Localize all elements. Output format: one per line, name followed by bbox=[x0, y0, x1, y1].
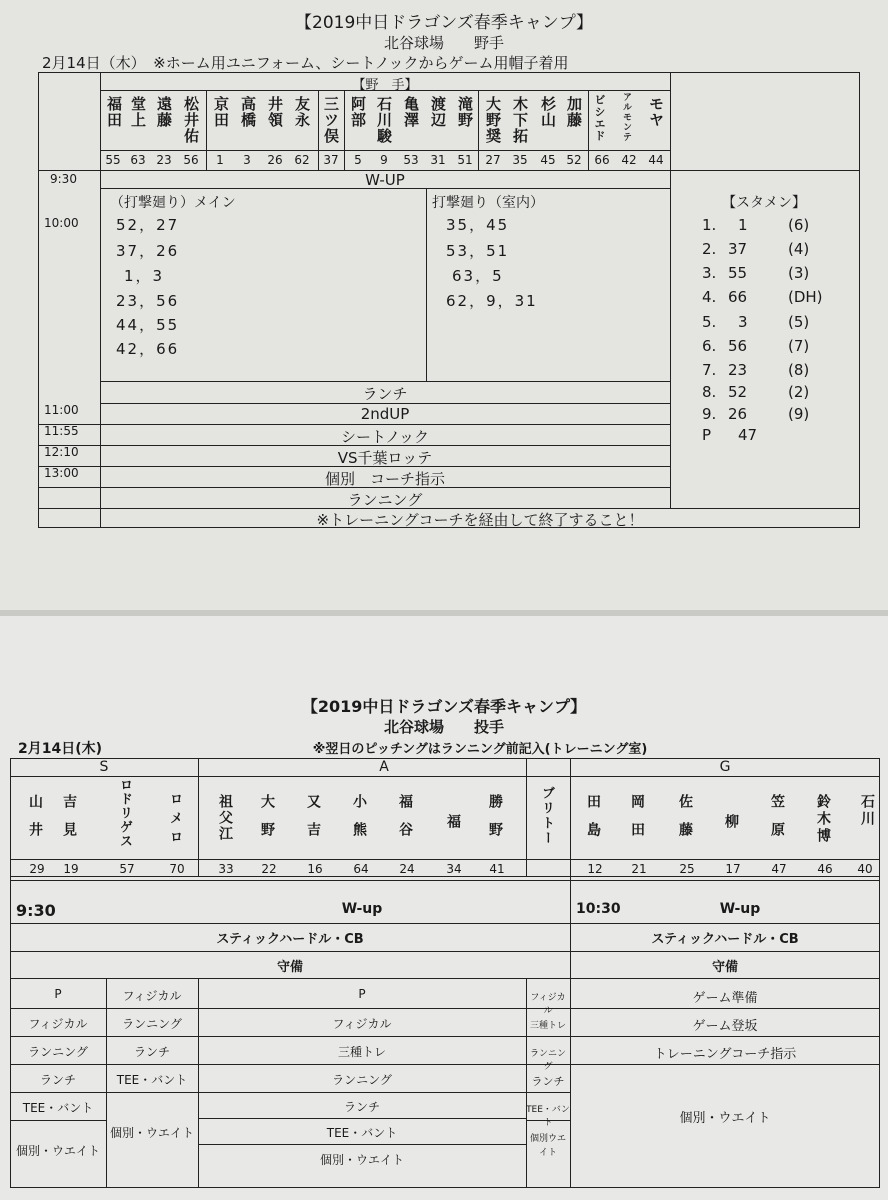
lineup-position: (2) bbox=[788, 383, 810, 401]
pitcher-number: 16 bbox=[307, 862, 323, 876]
fielder-name: 木下拓 bbox=[511, 96, 529, 144]
s1-cell: フィジカル bbox=[28, 1017, 88, 1031]
pitcher-name: 祖父江 bbox=[217, 794, 233, 842]
pitcher-number: 46 bbox=[817, 862, 833, 876]
fielder-number: 55 bbox=[105, 153, 121, 167]
s2-cell: フィジカル bbox=[122, 989, 182, 1003]
fielder-name: 滝野 bbox=[456, 96, 474, 128]
batting-main-pair: 52，27 bbox=[116, 216, 180, 234]
time-label: 11:00 bbox=[44, 403, 79, 417]
g-cell: トレーニングコーチ指示 bbox=[653, 1047, 797, 1062]
lineup-position: (9) bbox=[788, 405, 810, 423]
lineup-number: 26 bbox=[728, 405, 748, 423]
fielder-title: 【2019中日ドラゴンズ春季キャンプ】 bbox=[295, 13, 593, 33]
lineup-number: 52 bbox=[728, 383, 748, 401]
group-a: A bbox=[379, 759, 389, 775]
pitcher-name: ロメロ bbox=[167, 792, 182, 849]
g-cell: 個別・ウエイト bbox=[679, 1111, 771, 1126]
time-label: 10:00 bbox=[44, 216, 79, 230]
pitcher-number: 25 bbox=[679, 862, 695, 876]
batting-main-pair: 1，3 bbox=[124, 267, 165, 285]
fielder-name: 井領 bbox=[266, 96, 284, 128]
lineup-number: 1 bbox=[738, 216, 748, 234]
b-cell: 個別ウエイト bbox=[530, 1134, 567, 1158]
fielder-name: モヤ bbox=[647, 96, 665, 128]
left-wup: W-up bbox=[341, 901, 383, 917]
lineup-position: (7) bbox=[788, 337, 810, 355]
lineup-number: 56 bbox=[728, 337, 748, 355]
lineup-number: 3 bbox=[738, 313, 748, 331]
fielder-section-header: 【野 手】 bbox=[352, 78, 418, 93]
a-cell: フィジカル bbox=[332, 1017, 392, 1031]
batting-main-pair: 23，56 bbox=[116, 292, 180, 310]
fielder-number: 62 bbox=[294, 153, 310, 167]
batting-main-pair: 42，66 bbox=[116, 340, 180, 358]
batting-indoor-pair: 35，45 bbox=[446, 216, 510, 234]
batting-indoor-pair: 62，9，31 bbox=[446, 292, 538, 310]
fielder-number: 9 bbox=[380, 153, 388, 167]
fielder-number: 26 bbox=[267, 153, 283, 167]
pitcher-name: 福谷 bbox=[397, 794, 413, 850]
fielder-name: 福田 bbox=[105, 96, 123, 128]
pitcher-name: 石川 bbox=[859, 794, 875, 828]
lineup-order: 8. bbox=[702, 383, 717, 401]
fielder-number: 3 bbox=[243, 153, 251, 167]
fielder-number: 1 bbox=[216, 153, 224, 167]
batting-main-pair: 37，26 bbox=[116, 242, 180, 260]
pitcher-number: 41 bbox=[489, 862, 505, 876]
batting-main-title: （打撃廻り）メイン bbox=[110, 195, 236, 211]
fielder-name: 石川駿 bbox=[375, 96, 393, 144]
fielder-name: 三ツ俣 bbox=[322, 96, 340, 144]
schedule-row-lunch: ランチ bbox=[362, 385, 408, 403]
lineup-order: 6. bbox=[702, 337, 717, 355]
pitcher-name: 佐藤 bbox=[677, 794, 693, 850]
s2-cell: 個別・ウエイト bbox=[109, 1126, 194, 1140]
s1-cell: 個別・ウエイト bbox=[15, 1144, 100, 1158]
fielder-number: 45 bbox=[540, 153, 556, 167]
b-cell: TEE・バント bbox=[526, 1105, 570, 1128]
pitcher-title: 【2019中日ドラゴンズ春季キャンプ】 bbox=[301, 697, 587, 716]
g-cell: ゲーム登坂 bbox=[692, 1019, 758, 1034]
pitcher-name: 山井 bbox=[27, 794, 43, 850]
b-cell: ランニング bbox=[529, 1049, 566, 1072]
pitcher-number: 70 bbox=[169, 862, 185, 876]
fielder-number: 66 bbox=[594, 153, 610, 167]
fielder-number: 44 bbox=[648, 153, 664, 167]
wup-row: W-UP bbox=[365, 171, 405, 189]
pitcher-number: 40 bbox=[857, 862, 873, 876]
fielder-name: 堂上 bbox=[129, 96, 147, 128]
fielder-number: 27 bbox=[485, 153, 501, 167]
pitcher-name: 岡田 bbox=[629, 794, 645, 850]
lineup-position: (6) bbox=[788, 216, 810, 234]
pitcher-note: ※翌日のピッチングはランニング前記入(トレーニング室) bbox=[312, 742, 648, 757]
lineup-order: 5. bbox=[702, 313, 717, 331]
lineup-number: 66 bbox=[728, 288, 748, 306]
pitcher-number: 17 bbox=[725, 862, 741, 876]
fielder-name: 亀澤 bbox=[402, 96, 420, 128]
pitcher-number: 64 bbox=[353, 862, 369, 876]
fielder-name: 遠藤 bbox=[155, 96, 173, 128]
lineup-title: 【スタメン】 bbox=[722, 195, 806, 211]
right-defense: 守備 bbox=[711, 960, 738, 975]
lineup-order: 7. bbox=[702, 361, 717, 379]
time-label: 12:10 bbox=[44, 445, 79, 459]
pitcher-name: 鈴木博 bbox=[815, 794, 831, 845]
b-cell: フィジカル bbox=[530, 993, 566, 1016]
pitcher-name: 小熊 bbox=[351, 794, 367, 850]
fielder-name: ビシエド bbox=[593, 94, 606, 142]
a-cell: 個別・ウエイト bbox=[319, 1153, 404, 1167]
fielder-number: 35 bbox=[512, 153, 528, 167]
pitcher-number: 12 bbox=[587, 862, 603, 876]
s1-cell: TEE・バント bbox=[22, 1101, 94, 1115]
fielder-date-note: 2月14日（木） ※ホーム用ユニフォーム、シートノックからゲーム用帽子着用 bbox=[42, 54, 569, 72]
lineup-number: 37 bbox=[728, 240, 748, 258]
fielder-name: 加藤 bbox=[565, 96, 583, 128]
s2-cell: TEE・バント bbox=[116, 1073, 188, 1087]
pitcher-name: 吉見 bbox=[61, 794, 77, 850]
b-cell: 三種トレ bbox=[529, 1021, 566, 1031]
a-cell: TEE・バント bbox=[326, 1126, 398, 1140]
pitcher-name: 田島 bbox=[585, 794, 601, 850]
pitcher-name: 又吉 bbox=[305, 794, 321, 850]
pitcher-name: 福 bbox=[445, 814, 461, 829]
pitcher-number: 21 bbox=[631, 862, 647, 876]
fielder-number: 23 bbox=[156, 153, 172, 167]
lineup-order: 9. bbox=[702, 405, 717, 423]
pitcher-name: 柳 bbox=[723, 814, 739, 829]
fielder-name: 松井佑 bbox=[182, 96, 200, 144]
pitcher-number: 29 bbox=[29, 862, 45, 876]
pitcher-name: 勝野 bbox=[487, 794, 503, 850]
a-cell: ランニング bbox=[332, 1073, 392, 1087]
s1-cell: P bbox=[54, 987, 62, 1001]
fielder-number: 51 bbox=[457, 153, 473, 167]
left-hurdle: スティックハードル・CB bbox=[216, 932, 364, 947]
pitcher-time-right: 10:30 bbox=[576, 901, 621, 917]
s1-cell: ランニング bbox=[28, 1045, 88, 1059]
left-defense: 守備 bbox=[276, 960, 303, 975]
s2-cell: ランニング bbox=[122, 1017, 182, 1031]
fielder-number: 37 bbox=[323, 153, 339, 167]
lineup-position: (8) bbox=[788, 361, 810, 379]
fielder-footer-note: ※トレーニングコーチを経由して終了すること！ bbox=[316, 511, 644, 529]
fielder-name: 京田 bbox=[212, 96, 230, 128]
fielder-number: 52 bbox=[566, 153, 582, 167]
batting-indoor-pair: 63，5 bbox=[452, 267, 504, 285]
lineup-position: (5) bbox=[788, 313, 810, 331]
fielder-number: 42 bbox=[621, 153, 637, 167]
lineup-order: P bbox=[702, 426, 712, 444]
pitcher-number: 47 bbox=[771, 862, 787, 876]
time-label: 11:55 bbox=[44, 424, 79, 438]
fielder-number: 53 bbox=[403, 153, 419, 167]
fielder-number: 56 bbox=[183, 153, 199, 167]
lineup-position: (4) bbox=[788, 240, 810, 258]
lineup-order: 1. bbox=[702, 216, 717, 234]
pitcher-name: 大野 bbox=[259, 794, 275, 850]
fielder-name: 渡辺 bbox=[429, 96, 447, 128]
right-hurdle: スティックハードル・CB bbox=[651, 932, 799, 947]
s1-cell: ランチ bbox=[39, 1073, 76, 1087]
pitcher-name: ブリトー bbox=[539, 786, 554, 846]
schedule-row-running: ランニング bbox=[347, 491, 423, 509]
lineup-number: 55 bbox=[728, 264, 748, 282]
a-cell: P bbox=[358, 987, 366, 1001]
pitcher-subtitle: 北谷球場 投手 bbox=[383, 718, 504, 736]
a-cell: 三種トレ bbox=[337, 1045, 386, 1059]
schedule-row-coach: 個別 コーチ指示 bbox=[324, 470, 445, 488]
fielder-name: 阿部 bbox=[349, 96, 367, 128]
fielder-number: 63 bbox=[130, 153, 146, 167]
a-cell: ランチ bbox=[343, 1100, 380, 1114]
lineup-number: 47 bbox=[738, 426, 758, 444]
schedule-row-seat-knock: シートノック bbox=[340, 428, 430, 446]
schedule-row-2ndup: 2ndUP bbox=[360, 405, 410, 423]
batting-main-pair: 44，55 bbox=[116, 316, 180, 334]
schedule-row-game: VS千葉ロッテ bbox=[337, 449, 433, 467]
pitcher-number: 19 bbox=[63, 862, 79, 876]
right-wup: W-up bbox=[719, 901, 761, 917]
fielder-name: 高橋 bbox=[239, 96, 257, 128]
batting-indoor-pair: 53，51 bbox=[446, 242, 510, 260]
group-s: S bbox=[99, 759, 109, 775]
pitcher-time-left: 9:30 bbox=[16, 901, 56, 920]
group-g: G bbox=[719, 759, 731, 775]
lineup-position: (DH) bbox=[788, 288, 823, 306]
pitcher-name: 笠原 bbox=[769, 794, 785, 850]
pitcher-schedule-sheet bbox=[0, 616, 888, 1200]
fielder-subtitle: 北谷球場 野手 bbox=[383, 34, 504, 52]
lineup-order: 2. bbox=[702, 240, 717, 258]
pitcher-number: 22 bbox=[261, 862, 277, 876]
fielder-number: 31 bbox=[430, 153, 446, 167]
fielder-name: アルモンテ bbox=[621, 92, 631, 142]
fielder-number: 5 bbox=[354, 153, 362, 167]
batting-indoor-title: 打撃廻り（室内） bbox=[432, 195, 544, 211]
lineup-order: 3. bbox=[702, 264, 717, 282]
time-label: 13:00 bbox=[44, 466, 79, 480]
pitcher-number: 57 bbox=[119, 862, 135, 876]
lineup-number: 23 bbox=[728, 361, 748, 379]
pitcher-name: ロドリゲス bbox=[117, 778, 132, 848]
pitcher-number: 34 bbox=[446, 862, 462, 876]
fielder-name: 杉山 bbox=[539, 96, 557, 128]
fielder-name: 友永 bbox=[293, 96, 311, 128]
g-cell: ゲーム準備 bbox=[692, 991, 758, 1006]
s2-cell: ランチ bbox=[133, 1045, 170, 1059]
pitcher-number: 33 bbox=[218, 862, 234, 876]
b-cell: ランチ bbox=[531, 1075, 565, 1088]
time-label: 9:30 bbox=[50, 172, 77, 186]
pitcher-number: 24 bbox=[399, 862, 415, 876]
fielder-name: 大野奨 bbox=[484, 96, 502, 144]
lineup-position: (3) bbox=[788, 264, 810, 282]
lineup-order: 4. bbox=[702, 288, 717, 306]
pitcher-date: 2月14日(木) bbox=[18, 741, 103, 757]
